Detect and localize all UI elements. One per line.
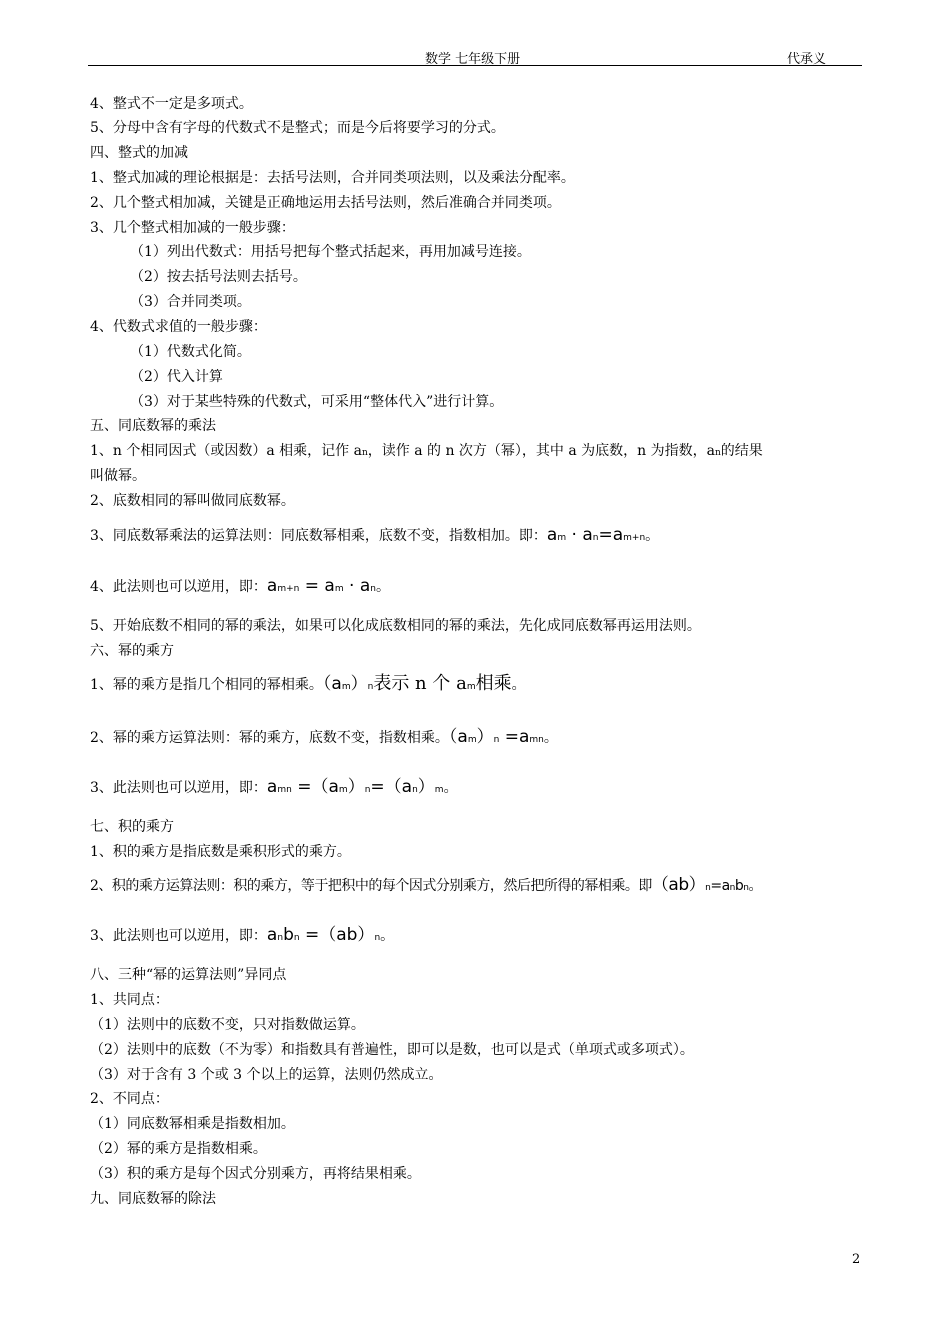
- formula-line: 2、幂的乘方运算法则：幂的乘方，底数不变，指数相乘。（am）n =amn。: [90, 727, 558, 747]
- header-rule: [88, 65, 862, 66]
- text-line: 3、几个整式相加减的一般步骤：: [90, 220, 295, 236]
- text-line: （3）合并同类项。: [130, 294, 251, 310]
- text-line: 4、代数式求值的一般步骤：: [90, 319, 267, 335]
- text-line: （2）幂的乘方是指数相乘。: [90, 1141, 267, 1157]
- text-line: 2、几个整式相加减，关键是正确地运用去括号法则，然后准确合并同类项。: [90, 195, 561, 211]
- text-line: 5、分母中含有字母的代数式不是整式；而是今后将要学习的分式。: [90, 120, 505, 136]
- formula-line: 4、此法则也可以逆用，即：am+n = am · an。: [90, 576, 390, 596]
- text-line: （3）对于含有 3 个或 3 个以上的运算，法则仍然成立。: [90, 1067, 443, 1083]
- formula-line: 3、此法则也可以逆用，即：amn =（am）n=（an）m。: [90, 777, 458, 797]
- text-line: （1）同底数幂相乘是指数相加。: [90, 1116, 295, 1132]
- text-line: （3）积的乘方是每个因式分别乘方，再将结果相乘。: [90, 1166, 421, 1182]
- text-line: 1、共同点：: [90, 992, 169, 1008]
- running-header-title: 数学 七年级下册: [425, 52, 521, 67]
- section-heading: 五、同底数幂的乘法: [90, 418, 216, 434]
- section-heading: 六、幂的乘方: [90, 643, 174, 659]
- text-line: （1）法则中的底数不变，只对指数做运算。: [90, 1017, 365, 1033]
- text-line: 1、整式加减的理论根据是：去括号法则，合并同类项法则，以及乘法分配率。: [90, 170, 575, 186]
- text-line: （2）代入计算: [130, 369, 223, 385]
- text-line: （1）列出代数式：用括号把每个整式括起来，再用加减号连接。: [130, 244, 531, 260]
- text-line: （3）对于某些特殊的代数式，可采用“整体代入”进行计算。: [130, 394, 504, 410]
- formula-line: 1、幂的乘方是指几个相同的幂相乘。（am）n表示 n 个 am相乘。: [90, 673, 526, 694]
- section-heading: 七、积的乘方: [90, 819, 174, 835]
- text-line: （2）按去括号法则去括号。: [130, 269, 307, 285]
- section-heading: 九、同底数幂的除法: [90, 1191, 216, 1207]
- text-line: 4、整式不一定是多项式。: [90, 96, 253, 112]
- formula-line: 3、此法则也可以逆用，即：anbn =（ab）n。: [90, 925, 395, 945]
- text-line: 2、不同点：: [90, 1091, 169, 1107]
- text-line: （1）代数式化简。: [130, 344, 251, 360]
- text-line: 1、n 个相同因式（或因数）a 相乘，记作 an，读作 a 的 n 次方（幂），其中 a 为底数，n 为指数，an的结果: [90, 443, 763, 459]
- text-line: 叫做幂。: [90, 468, 146, 484]
- text-line: 1、积的乘方是指底数是乘积形式的乘方。: [90, 844, 351, 860]
- running-header-author: 代承义: [787, 52, 827, 67]
- section-heading: 八、三种“幂的运算法则”异同点: [90, 967, 287, 983]
- formula-line: 3、同底数幂乘法的运算法则：同底数幂相乘，底数不变，指数相加。即：am · an=am+n。: [90, 525, 660, 545]
- section-heading: 四、整式的加减: [90, 145, 188, 161]
- page-number: 2: [852, 1252, 861, 1267]
- formula-line: 2、积的乘方运算法则：积的乘方，等于把积中的每个因式分别乘方，然后把所得的幂相乘。即（ab）n=anbn。: [90, 875, 762, 895]
- text-line: 2、底数相同的幂叫做同底数幂。: [90, 493, 295, 509]
- text-line: （2）法则中的底数（不为零）和指数具有普遍性，即可以是数，也可以是式（单项式或多项式）。: [90, 1042, 694, 1058]
- text-line: 5、开始底数不相同的幂的乘法，如果可以化成底数相同的幂的乘法，先化成同底数幂再运用法则。: [90, 618, 701, 634]
